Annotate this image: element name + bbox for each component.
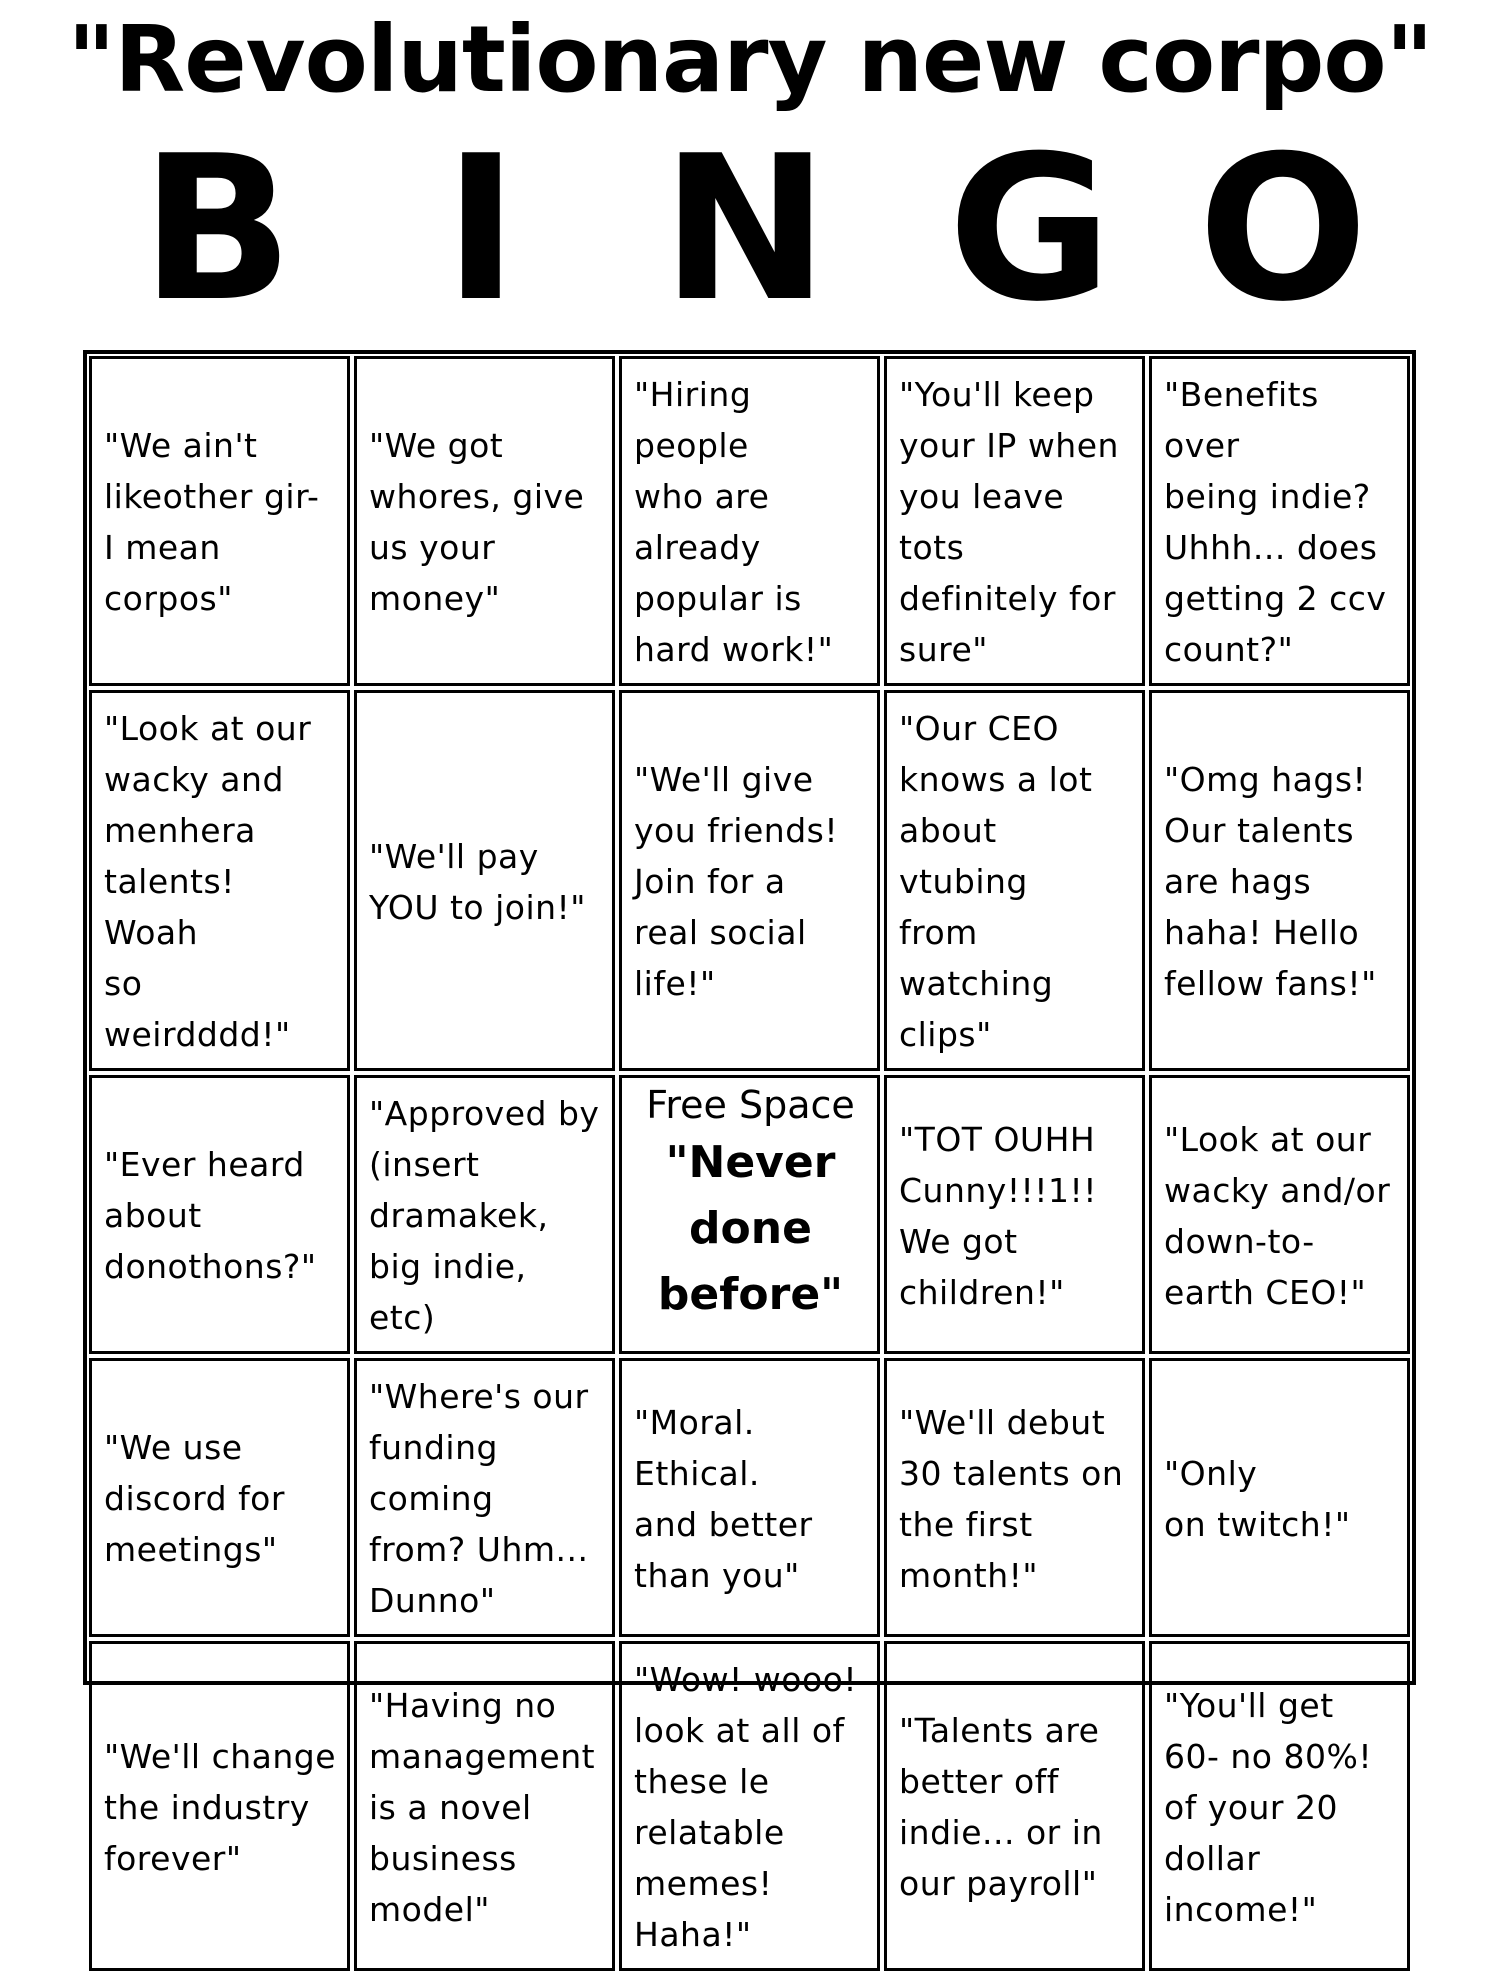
cell-text: "Our CEO knows a lot about vtubing from watching clips"	[899, 709, 1093, 1054]
cell-text: "We use discord for meetings"	[104, 1428, 285, 1569]
cell-text: "Ever heard about donothons?"	[104, 1145, 317, 1286]
bingo-cell[interactable]	[1149, 356, 1410, 686]
bingo-cell[interactable]	[619, 356, 880, 686]
bingo-cell[interactable]	[619, 1358, 880, 1637]
bingo-cell[interactable]	[354, 356, 615, 686]
bingo-cell[interactable]	[884, 1075, 1145, 1354]
cell-text: "We'll give you friends! Join for a real social life!"	[634, 760, 839, 1003]
free-space-text: "Never done before"	[657, 1137, 844, 1320]
cell-text: "We'll debut 30 talents on the first month!"	[899, 1402, 1124, 1595]
cell-text: "We ain't likeother gir- I mean corpos"	[104, 426, 320, 618]
cell-text: "We'll change the industry forever"	[104, 1736, 337, 1878]
bingo-letter-n: N	[661, 113, 829, 346]
bingo-cell[interactable]	[1149, 1075, 1410, 1354]
cell-text: "TOT OUHH Cunny!!!1!! We got children!"	[899, 1119, 1097, 1312]
bingo-cell[interactable]	[1149, 1641, 1410, 1971]
bingo-cell[interactable]	[1149, 1358, 1410, 1637]
cell-text: "Having no management is a novel business model"	[369, 1685, 596, 1929]
bingo-cell[interactable]	[354, 1358, 615, 1637]
bingo-cell[interactable]	[884, 1358, 1145, 1637]
bingo-cell[interactable]	[89, 1358, 350, 1637]
cell-text: "We got whores, give us your money"	[369, 426, 585, 618]
bingo-cell[interactable]	[89, 1641, 350, 1971]
bingo-header	[0, 113, 1500, 346]
cell-text: "Only on twitch!"	[1164, 1453, 1351, 1544]
cell-text: "Omg hags! Our talents are hags haha! Hello fellow fans!"	[1164, 760, 1377, 1003]
bingo-cell[interactable]	[89, 690, 350, 1071]
bingo-cell[interactable]	[619, 1641, 880, 1971]
bingo-letter-i: I	[443, 113, 519, 346]
bingo-cell[interactable]	[354, 690, 615, 1071]
bingo-letter-b: B	[140, 113, 294, 346]
cell-text: "Approved by (insert dramakek, big indie, etc)	[369, 1094, 600, 1337]
cell-text: "Talents are better off indie... or in our payroll"	[899, 1711, 1103, 1903]
cell-text: "Look at our wacky and menhera talents! Woah so weirdddd!"	[104, 709, 312, 1054]
cell-text: "Look at our wacky and/or down-to- earth CEO!"	[1164, 1119, 1391, 1312]
free-space-label: Free Space	[646, 1083, 855, 1127]
cell-text: "Benefits over being indie? Uhhh... does getting 2 ccv count?"	[1164, 375, 1387, 669]
cell-text: "Moral. Ethical. and better than you"	[634, 1402, 813, 1595]
bingo-cell[interactable]	[1149, 690, 1410, 1071]
cell-text: "Where's our funding coming from? Uhm... Dunno"	[369, 1377, 589, 1620]
bingo-cell[interactable]	[89, 1075, 350, 1354]
bingo-letter-o: O	[1197, 113, 1369, 346]
bingo-grid	[83, 350, 1416, 1954]
cell-text: "We'll pay YOU to join!"	[369, 836, 586, 927]
cell-text: "Wow! wooo! look at all of these le relatable memes! Haha!"	[634, 1660, 858, 1954]
cell-text: "You'll keep your IP when you leave tots definitely for sure"	[899, 375, 1119, 669]
bingo-cell[interactable]	[619, 690, 880, 1071]
bingo-cell[interactable]	[884, 690, 1145, 1071]
card-title: "Revolutionary new corpo"	[67, 6, 1433, 113]
bingo-cell[interactable]	[884, 356, 1145, 686]
cell-text: "Hiring people who are already popular is hard work!"	[634, 375, 834, 669]
bingo-letter-g: G	[947, 113, 1113, 346]
free-space-cell[interactable]	[619, 1075, 880, 1354]
bingo-cell[interactable]	[884, 1641, 1145, 1971]
bingo-cell[interactable]	[89, 356, 350, 686]
cell-text: "You'll get 60- no 80%! of your 20 dollar income!"	[1164, 1685, 1373, 1929]
bingo-cell[interactable]	[354, 1641, 615, 1971]
bingo-cell[interactable]	[354, 1075, 615, 1354]
